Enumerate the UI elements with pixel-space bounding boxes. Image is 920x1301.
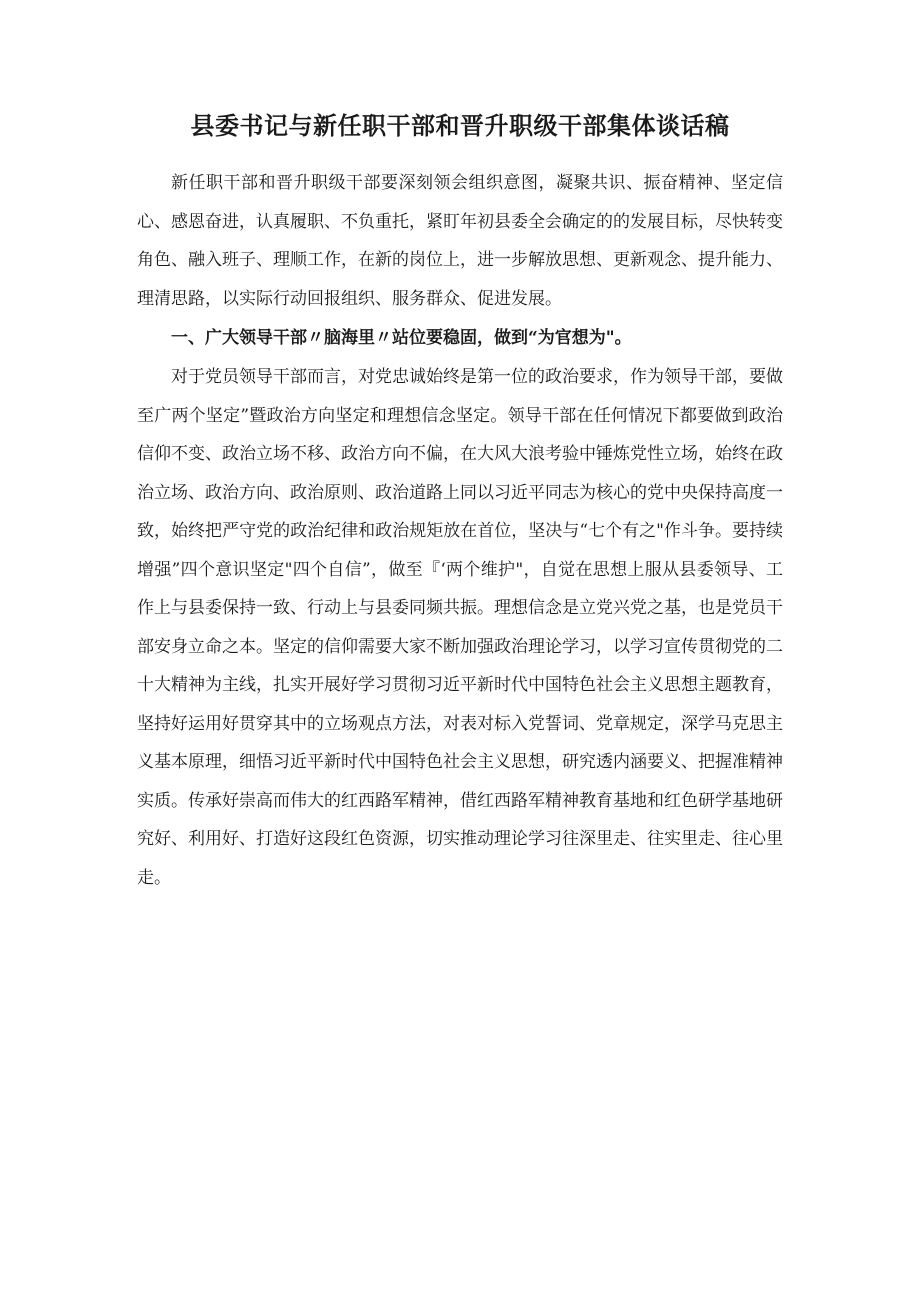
document-page	[137, 108, 783, 897]
document-title: 县委书记与新任职干部和晋升职级干部集体谈话稿	[190, 111, 730, 140]
intro-paragraph: 新任职干部和晋升职级干部要深刻领会组织意图，凝聚共识、振奋精神、坚定信心、感恩奋进，认真履职、不负重托，紧盯年初县委全会确定的的发展目标，尽快转变角色、融入班子、理顺工作，在新的岗位上，进一步解放思想、更新观念、提升能力、理清思路，以实际行动回报组织、服务群众、促进发展。	[137, 173, 783, 309]
section-1-paragraph: 对于党员领导干部而言，对党忠诚始终是第一位的政治要求，作为领导干部，要做至广两个坚定”暨政治方向坚定和理想信念坚定。领导干部在任何情况下都要做到政治信仰不变、政治立场不移、政治方向不偏，在大风大浪考验中锤炼党性立场，始终在政治立场、政治方向、政治原则、政治道路上同以习近平同志为核心的党中央保持高度一致，始终把严守党的政治纪律和政治规矩放在首位，坚决与“七个有之"作斗争。要持续增强”四个意识坚定"四个自信”，做至『‘两个维护"，自觉在思想上服从县委领导、工作上与县委保持一致、行动上与县委同频共振。理想信念是立党兴党之基，也是党员干部安身立命之本。坚定的信仰需要大家不断加强政治理论学习，以学习宣传贯彻党的二十大精神为主线，扎实开展好学习贯彻习近平新时代中国特色社会主义思想主题教育，坚持好运用好贯穿其中的立场观点方法，对表对标入党誓词、党章规定，深学马克思主义基本原理，细悟习近平新时代中国特色社会主义思想，研究透内涵要义、把握准精神实质。传承好崇高而伟大的红西路军精神，借红西路军精神教育基地和红色研学基地研究好、利用好、打造好这段红色资源，切实推动理论学习往深里走、往实里走、往心里走。	[137, 367, 783, 888]
section-1-heading: 一、广大领导干部〃脑海里〃站位要稳固，做到“为官想为"。	[171, 328, 632, 348]
